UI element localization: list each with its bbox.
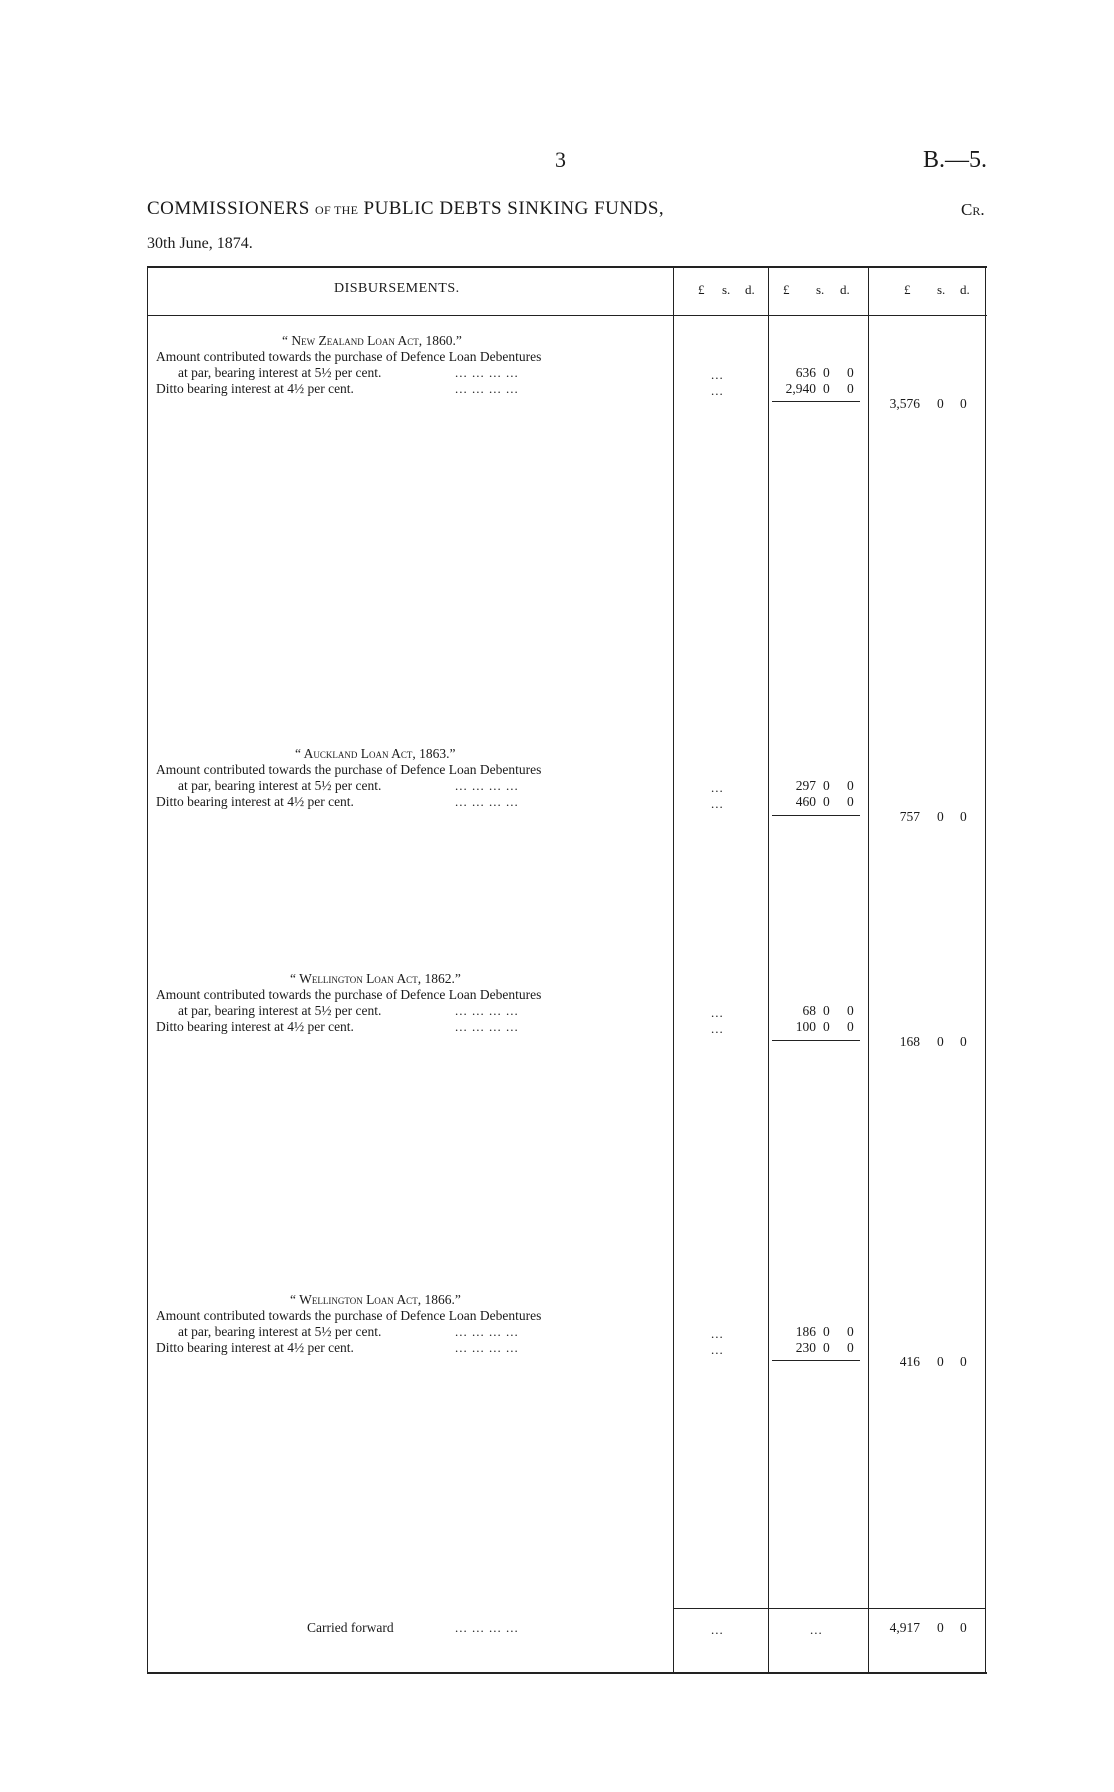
section-line-2: at par, bearing interest at 5½ per cent. bbox=[178, 1003, 382, 1018]
col1-placeholder: ... bbox=[711, 780, 724, 795]
leader-dots: ... ... ... ... bbox=[455, 1620, 519, 1635]
section-total-pence: 0 bbox=[960, 1034, 967, 1049]
amount-shillings: 0 bbox=[823, 1324, 830, 1339]
leader-dots: ... ... ... ... bbox=[455, 1003, 519, 1018]
section-line-2: at par, bearing interest at 5½ per cent. bbox=[178, 1324, 382, 1339]
amount-pounds: 460 bbox=[795, 794, 816, 809]
col1-placeholder: ... bbox=[711, 1326, 724, 1341]
title-part-2: PUBLIC DEBTS SINKING FUNDS, bbox=[363, 198, 665, 219]
amount-shillings: 0 bbox=[823, 1340, 830, 1355]
carried-forward-col1: ... bbox=[711, 1622, 724, 1637]
section-line-1: Amount contributed towards the purchase of Defence Loan Debentures bbox=[156, 762, 542, 777]
section-line-3: Ditto bearing interest at 4½ per cent. bbox=[156, 381, 354, 396]
amount-pence: 0 bbox=[847, 365, 854, 380]
section-total-shillings: 0 bbox=[937, 396, 944, 411]
col1-placeholder: ... bbox=[711, 796, 724, 811]
section-title: “ New Zealand Loan Act, 1860.” bbox=[282, 333, 462, 348]
amount-shillings: 0 bbox=[823, 1003, 830, 1018]
column-divider-1 bbox=[673, 266, 674, 1674]
table-top-rule bbox=[147, 266, 987, 268]
page-number: 3 bbox=[555, 147, 566, 172]
amount-pence: 0 bbox=[847, 778, 854, 793]
carried-forward-total-pence: 0 bbox=[960, 1620, 967, 1635]
section-total-shillings: 0 bbox=[937, 1034, 944, 1049]
disbursements-heading: DISBURSEMENTS. bbox=[334, 281, 460, 296]
subtotal-rule bbox=[772, 1040, 860, 1041]
col1-placeholder: ... bbox=[711, 383, 724, 398]
amount-pounds: 186 bbox=[795, 1324, 816, 1339]
leader-dots: ... ... ... ... bbox=[455, 381, 519, 396]
amount-pence: 0 bbox=[847, 381, 854, 396]
col2-shillings-header: s. bbox=[816, 282, 825, 297]
col1-placeholder: ... bbox=[711, 367, 724, 382]
section-line-1: Amount contributed towards the purchase of Defence Loan Debentures bbox=[156, 987, 542, 1002]
section-line-3: Ditto bearing interest at 4½ per cent. bbox=[156, 794, 354, 809]
section-line-3: Ditto bearing interest at 4½ per cent. bbox=[156, 1340, 354, 1355]
amount-pounds: 230 bbox=[795, 1340, 816, 1355]
section-total-pence: 0 bbox=[960, 809, 967, 824]
col1-pound-header: £ bbox=[698, 282, 705, 297]
amount-pounds: 2,940 bbox=[785, 381, 816, 396]
col3-shillings-header: s. bbox=[937, 282, 946, 297]
subtotal-rule bbox=[772, 1360, 860, 1361]
carried-forward-label: Carried forward bbox=[307, 1620, 394, 1635]
amount-shillings: 0 bbox=[823, 778, 830, 793]
section-line-3: Ditto bearing interest at 4½ per cent. bbox=[156, 1019, 354, 1034]
column-divider-3 bbox=[868, 266, 869, 1674]
section-line-1: Amount contributed towards the purchase of Defence Loan Debentures bbox=[156, 1308, 542, 1323]
document-reference: B.—5. bbox=[923, 147, 988, 173]
amount-pounds: 636 bbox=[795, 365, 816, 380]
column-divider-2 bbox=[768, 266, 769, 1674]
section-total-pence: 0 bbox=[960, 396, 967, 411]
section-line-2: at par, bearing interest at 5½ per cent. bbox=[178, 365, 382, 380]
leader-dots: ... ... ... ... bbox=[455, 794, 519, 809]
section-total-shillings: 0 bbox=[937, 809, 944, 824]
section-total-pounds: 757 bbox=[899, 809, 920, 824]
section-total-pence: 0 bbox=[960, 1354, 967, 1369]
amount-pounds: 297 bbox=[795, 778, 816, 793]
section-title: “ Wellington Loan Act, 1862.” bbox=[290, 971, 461, 986]
col2-pound-header: £ bbox=[783, 282, 790, 297]
section-total-shillings: 0 bbox=[937, 1354, 944, 1369]
leader-dots: ... ... ... ... bbox=[455, 778, 519, 793]
table-left-border bbox=[147, 266, 148, 1674]
amount-shillings: 0 bbox=[823, 794, 830, 809]
col3-pound-header: £ bbox=[904, 282, 911, 297]
col1-placeholder: ... bbox=[711, 1005, 724, 1020]
statement-date: 30th June, 1874. bbox=[147, 235, 253, 252]
amount-pounds: 68 bbox=[802, 1003, 816, 1018]
leader-dots: ... ... ... ... bbox=[455, 1340, 519, 1355]
section-total-pounds: 3,576 bbox=[889, 396, 920, 411]
header-bottom-rule bbox=[147, 315, 987, 316]
section-title: “ Auckland Loan Act, 1863.” bbox=[295, 746, 456, 761]
title-of-the: OF THE bbox=[315, 203, 359, 217]
col2-pence-header: d. bbox=[840, 282, 850, 297]
amount-shillings: 0 bbox=[823, 365, 830, 380]
col3-pence-header: d. bbox=[960, 282, 970, 297]
table-right-border bbox=[985, 266, 986, 1674]
amount-pence: 0 bbox=[847, 1019, 854, 1034]
carried-forward-col2: ... bbox=[810, 1622, 823, 1637]
col1-pence-header: d. bbox=[745, 282, 755, 297]
carried-forward-total-pounds: 4,917 bbox=[889, 1620, 920, 1635]
amount-pence: 0 bbox=[847, 1003, 854, 1018]
amount-pence: 0 bbox=[847, 1324, 854, 1339]
title-part-1: COMMISSIONERS bbox=[147, 198, 310, 219]
amount-pence: 0 bbox=[847, 794, 854, 809]
subtotal-rule bbox=[772, 401, 860, 402]
carried-forward-rule bbox=[673, 1608, 986, 1609]
page-title bbox=[147, 198, 664, 220]
col1-placeholder: ... bbox=[711, 1021, 724, 1036]
amount-shillings: 0 bbox=[823, 381, 830, 396]
section-total-pounds: 416 bbox=[899, 1354, 920, 1369]
section-total-pounds: 168 bbox=[899, 1034, 920, 1049]
carried-forward-total-shillings: 0 bbox=[937, 1620, 944, 1635]
section-title: “ Wellington Loan Act, 1866.” bbox=[290, 1292, 461, 1307]
section-line-2: at par, bearing interest at 5½ per cent. bbox=[178, 778, 382, 793]
leader-dots: ... ... ... ... bbox=[455, 1324, 519, 1339]
amount-pounds: 100 bbox=[795, 1019, 816, 1034]
col1-shillings-header: s. bbox=[722, 282, 731, 297]
table-bottom-rule bbox=[147, 1672, 987, 1674]
subtotal-rule bbox=[772, 815, 860, 816]
leader-dots: ... ... ... ... bbox=[455, 1019, 519, 1034]
credit-label: Cr. bbox=[961, 200, 985, 219]
amount-shillings: 0 bbox=[823, 1019, 830, 1034]
leader-dots: ... ... ... ... bbox=[455, 365, 519, 380]
section-line-1: Amount contributed towards the purchase of Defence Loan Debentures bbox=[156, 349, 542, 364]
col1-placeholder: ... bbox=[711, 1342, 724, 1357]
amount-pence: 0 bbox=[847, 1340, 854, 1355]
